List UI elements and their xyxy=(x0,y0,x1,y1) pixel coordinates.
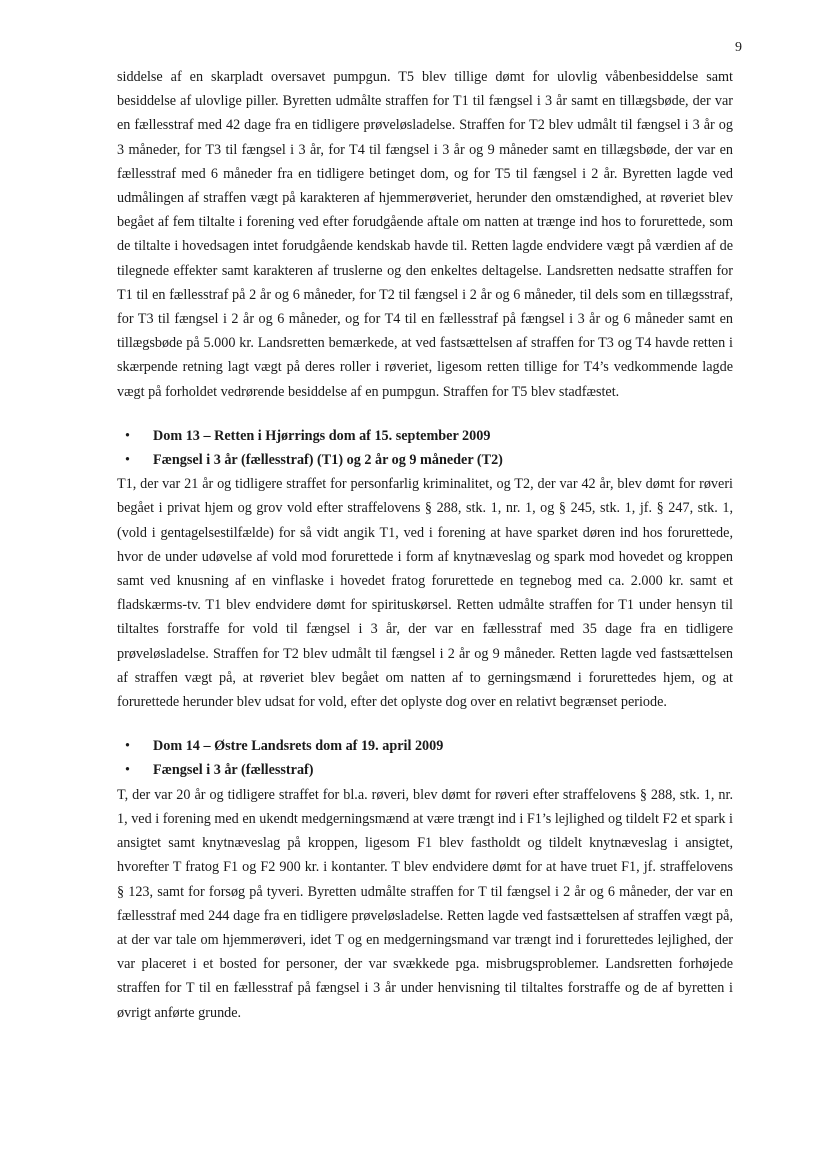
section-body: T1, der var 21 år og tidligere straffet for personfarlig kriminalitet, og T2, der var 42 år, blev dømt for røveri begået i privat hjem og grov vold efter straffelovens § 288, stk. 1, nr. 1, og § 245, stk. 1, jf. § 247, stk. 1, (vold i gentagelsestilfælde) for så vidt angik T1, ved i forening at have sparket døren ind hos forurettede, hvor de under udøvelse af vold mod forurettede i form af knytnæveslag og spark mod hovedet og kroppen samt ved knusning af en vinflaske i hovedet fratog forurettede en tegnebog med ca. 2.000 kr. samt et fladskærms-tv. T1 blev endvidere dømt for spirituskørsel. Retten udmålte straffen for T1 under hensyn til tiltaltes forstraffe for vold til fængsel i 3 år, der var en fællesstraf med 35 dage fra en tidligere prøveløsladelse. Straffen for T2 blev udmålt til fængsel i 2 år og 9 måneder. Retten lagde ved fastsættelsen af straffen vægt på, at røveriet blev begået om natten af to gerningsmænd i forurettedes hjem, og at forurettede herunder blev udsat for vold, efter det oplyste dog over en relativt begrænset periode. xyxy=(117,476,733,711)
document-body xyxy=(117,65,733,1025)
section-body: T, der var 20 år og tidligere straffet for bl.a. røveri, blev dømt for røveri efter straffelovens § 288, stk. 1, nr. 1, ved i forening med en ukendt medgerningsmænd at være trængt ind i F1’s lejlighed og tildelt F2 et spark i ansigtet samt knytnæveslag på kroppen, ligesom F1 blev fastholdt og tildelt knytnæveslag i ansigtet, hvorefter T fratog F1 og F2 900 kr. i kontanter. T blev endvidere dømt for at have truet F1, jf. straffelovens § 123, samt for forsøg på tyveri. Byretten udmålte straffen for T til fængsel i 2 år og 6 måneder, der var en fællesstraf med 244 dage fra en tidligere prøveløsladelse. Retten lagde ved fastsættelsen af straffen vægt på, at der var tale om hjemmerøveri, idet T og en medgerningsmand var trængt ind i forurettedes lejlighed, der var placeret i et bosted for personer, der var svækkede pga. misbrugsproblemer. Landsretten forhøjede straffen for T til en fællesstraf på fængsel i 3 år under henvisning til tiltaltes forstraffe og de af byretten i øvrigt anførte grunde. xyxy=(117,786,733,1021)
section-dom-13 xyxy=(117,424,733,714)
intro-paragraph: siddelse af en skarpladt oversavet pumpgun. T5 blev tillige dømt for ulovlig våbenbesiddelse samt besiddelse af ulovlige piller. Byretten udmålte straffen for T1 til fængsel i 3 år samt en tillægsbøde, der var en fællesstraf med 42 dage fra en tidligere prøveløsladelse. Straffen for T2 blev udmålt til fængsel i 3 år og 3 måneder, for T3 til fængsel i 3 år, for T4 til fængsel i 3 år og 9 måneder samt en tillægsbøde, der var en fællesstraf med 6 måneder fra en tidligere betinget dom, og for T5 til fængsel i 2 år. Byretten lagde ved udmålingen af straffen vægt på karakteren af hjemmerøveriet, herunder den omstændighed, at røveriet blev begået af fem tiltalte i forening ved efter forudgående aftale om natten at trænge ind hos to forurettede, som de tiltalte i hovedsagen intet forudgående kendskab havde til. Retten lagde endvidere vægt på værdien af de tilegnede effekter samt karakteren af truslerne og den enkeltes deltagelse. Landsretten nedsatte straffen for T1 til en fællesstraf på 2 år og 6 måneder, for T2 til fængsel i 2 år og 6 måneder, til dels som en tillægsstraf, for T3 til fængsel i 2 år og 6 måneder, og for T4 til en fællesstraf på fængsel i 3 år og 6 måneder samt en tillægsbøde på 5.000 kr. Landsretten bemærkede, at ved fastsættelsen af straffen for T3 og T4 havde retten i skærpende retning lagt vægt på deres roller i røveriet, ligesom retten tillige for T4’s vedkommende lagde vægt på forholdet vedrørende besiddelse af en pumpgun. Straffen for T5 blev stadfæstet. xyxy=(117,69,733,400)
section-bullets xyxy=(117,734,733,782)
section-sentence: • Fængsel i 3 år (fællesstraf) (T1) og 2 år og 9 måneder (T2) xyxy=(117,448,733,472)
section-dom-14 xyxy=(117,734,733,1024)
section-sentence: • Fængsel i 3 år (fællesstraf) xyxy=(117,758,733,782)
page-number: 9 xyxy=(735,40,742,55)
section-heading: • Dom 13 – Retten i Hjørrings dom af 15. september 2009 xyxy=(117,424,733,448)
section-heading: • Dom 14 – Østre Landsrets dom af 19. april 2009 xyxy=(117,734,733,758)
section-bullets xyxy=(117,424,733,472)
